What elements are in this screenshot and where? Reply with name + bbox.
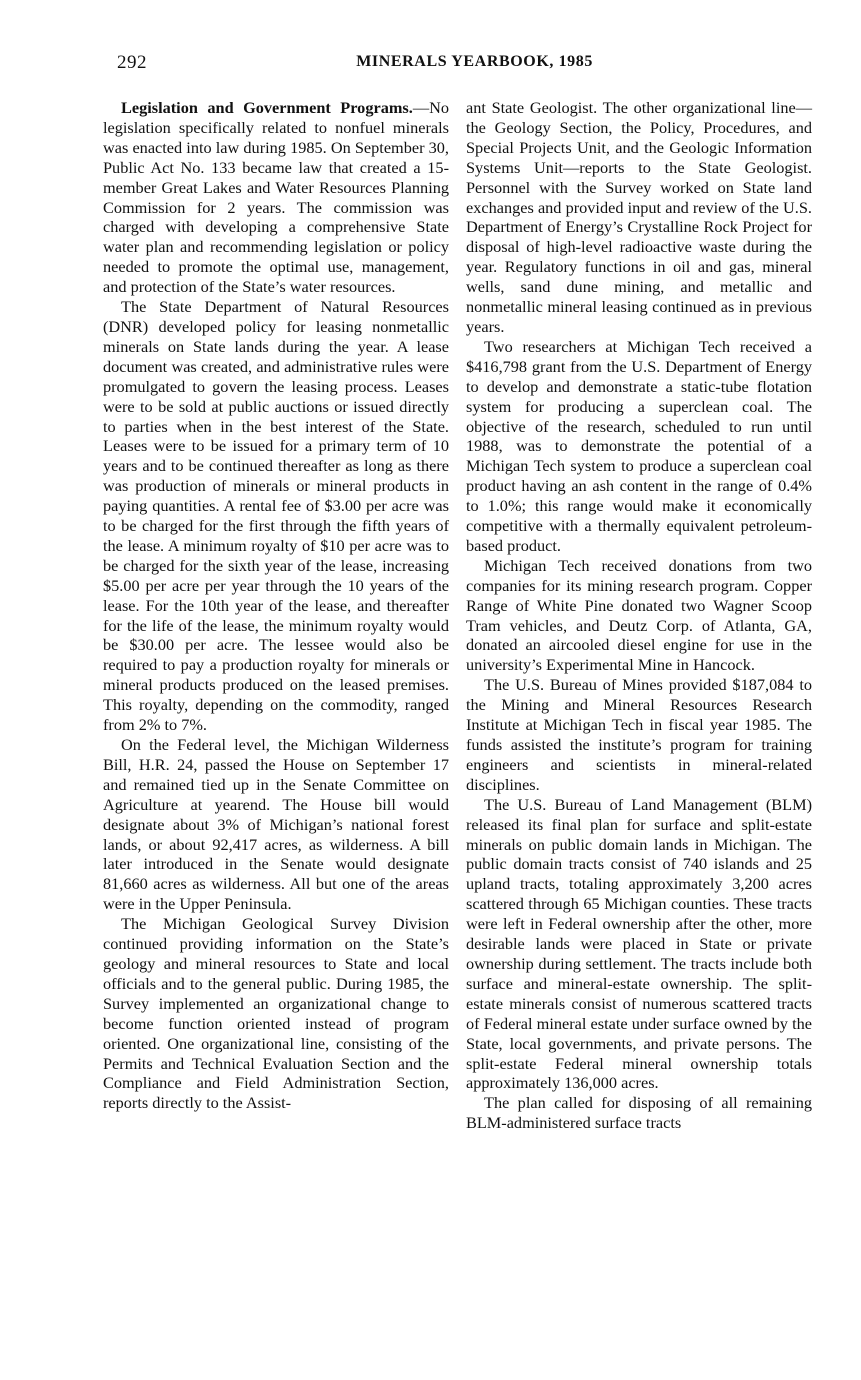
section-heading: Legislation and Government Programs. (121, 98, 413, 117)
paragraph-text: —No legislation specifically related to nonfuel minerals was enacted into law during 1985. On September 30, Public Act No. 133 became law that created a 15-member Great Lakes and Water Resources Planning Commission for 2 years. The commission was charged with developing a comprehensive State water plan and recommending legislation or policy needed to promote the optimal use, management, and protection of the State’s water resources. (103, 98, 449, 297)
paragraph-bureau-of-mines: The U.S. Bureau of Mines provided $187,084 to the Mining and Mineral Resources Research Institute at Michigan Tech in fiscal year 1985. The funds assisted the institute’s program for training engineers and scientists in mineral-related disciplines. (466, 675, 812, 794)
paragraph-wilderness-bill: On the Federal level, the Michigan Wilderness Bill, H.R. 24, passed the House on September 17 and remained tied up in the Senate Committee on Agriculture at yearend. The House bill would designate about 3% of Michigan’s national forest lands, or about 92,417 acres, as wilderness. A bill later introduced in the Senate would designate 81,660 acres as wilderness. All but one of the areas were in the Upper Peninsula. (103, 735, 449, 914)
paragraph-blm-disposal: The plan called for disposing of all remaining BLM-administered surface tracts (466, 1093, 812, 1133)
right-column (466, 98, 812, 1133)
paragraph-michigan-tech-grant: Two researchers at Michigan Tech received a $416,798 grant from the U.S. Department of Energy to develop and demonstrate a static-tube flotation system for producing a superclean coal. The objective of the research, scheduled to run until 1988, was to demonstrate the potential of a Michigan Tech system to produce a superclean coal product having an ash content in the range of 0.4% to 1.0%; this range would make it economically competitive with a thermally equivalent petroleum-based product. (466, 336, 812, 555)
paragraph-legislation (103, 98, 449, 297)
paragraph-michigan-tech-donations: Michigan Tech received donations from two companies for its mining research program. Copper Range of White Pine donated two Wagner Scoop Tram vehicles, and Deutz Corp. of Atlanta, GA, donated an aircooled diesel engine for use in the university’s Experimental Mine in Hancock. (466, 555, 812, 675)
paragraph-geological-survey-continued: ant State Geologist. The other organizational line—the Geology Section, the Policy, Procedures, and Special Projects Unit, and the Geologic Information Systems Unit—reports to the State Geologist. Personnel with the Survey worked on State land exchanges and provided input and review of the U.S. Department of Energy’s Crystalline Rock Project for disposal of high-level radioactive waste during the year. Regulatory functions in oil and gas, mineral wells, sand dune mining, and metallic and nonmetallic mineral leasing continued as in previous years. (466, 98, 812, 336)
paragraph-geological-survey: The Michigan Geological Survey Division continued providing information on the State’s geology and mineral resources to State and local officials and to the general public. During 1985, the Survey implemented an organizational change to become function oriented instead of program oriented. One organizational line, consisting of the Permits and Technical Evaluation Section and the Compliance and Field Administration Section, reports directly to the Assist- (103, 914, 449, 1113)
paragraph-dnr-leasing: The State Department of Natural Resources (DNR) developed policy for leasing nonmetallic minerals on State lands during the year. A lease document was created, and administrative rules were promulgated to govern the leasing process. Leases were to be sold at public auctions or issued directly to parties when in the best interest of the State. Leases were to be issued for a primary term of 10 years and to be continued thereafter as long as there was production of minerals or mineral products in paying quantities. A rental fee of $3.00 per acre was to be charged for the first through the fifth years of the lease. A minimum royalty of $10 per acre was to be charged for the sixth year of the lease, increasing $5.00 per acre per year through the 10 years of the lease. For the 10th year of the lease, and thereafter for the life of the lease, the minimum royalty would be $30.00 per acre. The lessee would also be required to pay a production royalty for minerals or mineral products produced on the leased premises. This royalty, depending on the commodity, ranged from 2% to 7%. (103, 297, 449, 735)
page-header (117, 52, 593, 78)
page-number: 292 (117, 52, 147, 73)
paragraph-blm-plan: The U.S. Bureau of Land Management (BLM) released its final plan for surface and split-estate minerals on public domain lands in Michigan. The public domain tracts consist of 740 islands and 25 upland tracts, totaling approximately 3,200 acres scattered through 65 Michigan counties. These tracts were left in Federal ownership after the other, more desirable lands were placed in State or private ownership during settlement. The tracts include both surface and mineral-estate ownership. The split-estate minerals consist of numerous scattered tracts of Federal mineral estate under surface owned by the State, local governments, and private persons. The split-estate Federal mineral ownership totals approximately 136,000 acres. (466, 794, 812, 1093)
running-head: MINERALS YEARBOOK, 1985 (356, 53, 593, 70)
left-column (103, 98, 449, 1113)
